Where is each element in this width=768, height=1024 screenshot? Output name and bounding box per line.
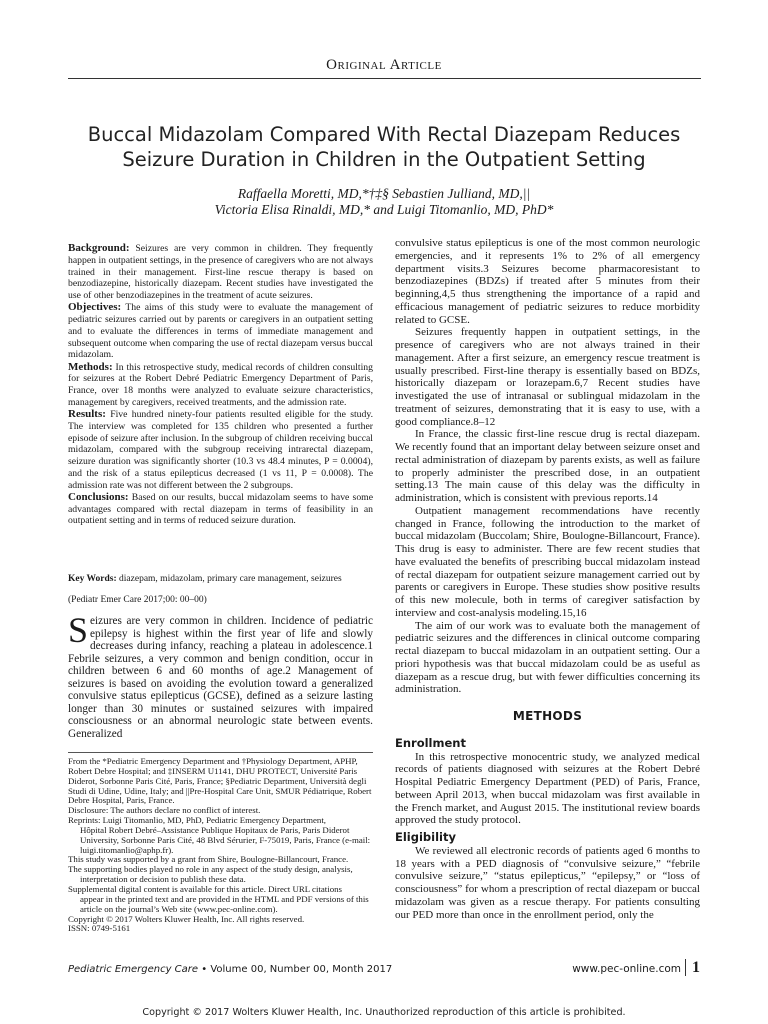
article-title: Buccal Midazolam Compared With Rectal Diazepam Reduces Seizure Duration in Children in the Outpatient Setting — [87, 123, 681, 171]
abstract-label: Objectives: — [68, 301, 122, 314]
enrollment-heading: Enrollment — [395, 735, 466, 750]
authors-line-1: Raffaella Moretti, MD,*†‡§ Sebastien Julliand, MD,|| — [237, 186, 531, 201]
authors-line-2: Victoria Elisa Rinaldi, MD,* and Luigi Titomanlio, MD, PhD* — [214, 202, 554, 217]
methods-heading: METHODS — [512, 709, 583, 723]
section-label: Original Article — [326, 57, 442, 73]
author-list — [60, 186, 708, 218]
paragraph: Outpatient management recommendations have recently changed in France, following the introduction to the market of buccal midazolam (Buccolam; Shire, Boulogne-Billancourt, France). This drug is easy to administer. There are few recent studies that have evaluated the benefits of prescribing buccal midazolam instead of rectal diazepam for outpatient seizure management carried out by parents or caregivers in Europe. These studies show positive results of this new molecule, both in terms of caregiver satisfaction by interview and cost-analysis modeling.15,16 — [395, 504, 700, 619]
paragraph: convulsive status epilepticus is one of the most common neurologic emergencies, and it represents 1% to 2% of all emergency department visits.3 Seizures become pharmacoresistant to benzodiazepines (BDZs) if treated after 5 minutes from their beginning,4,5 thus strengthening the importance of a rapid and efficacious management of pediatric seizures to reduce morbidity related to GCSE. — [395, 237, 700, 326]
abstract-label: Background: — [68, 242, 130, 254]
bullet: • — [201, 964, 208, 975]
abstract-label: Results: — [68, 408, 106, 420]
paragraph: Seizures frequently happen in outpatient settings, in the presence of caregivers who are not always trained in their management. After a first seizure, an emergency rescue treatment is usually prescribed. First-line therapy is essentially based on BDZs, historically diazepam or lorazepam.6,7 Recent studies have investigated the use of intranasal or sublingual midazolam in the treatment of seizures, demonstrating that it is easy to use, with a good compliance.8–12 — [395, 326, 700, 428]
abstract-background: Background: Seizures are very common in children. They frequently happen in outpatient settings, in the presence of caregivers who are not always trained in their management. First-line rescue therapy is based on benzodiazepine, historically diazepam. Recent studies have investigated the use of other benzodiazepines in the treatment of acute seizures. — [68, 242, 374, 301]
paragraph: In France, the classic first-line rescue drug is rectal diazepam. We recently found that an important delay between seizure onset and rectal administration of diazepam by parents exists, as well as failure to properly administer the prescribed dose, in an outpatient setting.13 The main cause of this delay was the difficulty in administration, which is consistent with previous reports.14 — [395, 428, 700, 504]
drop-cap: S — [68, 610, 89, 650]
paragraph: In this retrospective monocentric study, we analyzed medical records of patients diagnosed with seizures at the Robert Debré Hospital Pediatric Emergency Department (PED) of Paris, France, between April 2013, when buccal midazolam was first available in the French market, and August 2015. The institutional review boards approved the study protocol. — [395, 750, 700, 827]
abstract-methods: Methods: In this retrospective study, medical records of children consulting for seizures at the Robert Debré Pediatric Emergency Department of Paris, France, over 18 months were analyzed to evaluate seizure characteristics, management by caregivers, received treatments, and the admission rate. — [68, 360, 373, 408]
abstract — [68, 243, 373, 528]
paragraph: The aim of our work was to evaluate both the management of pediatric seizures and the differences in clinical outcome comparing rectal diazepam to buccal midazolam in an outpatient setting. Our a priori hypothesis was that buccal midazolam could be as useful as diazepam as a rescue drug, but with fewer difficulties concerning its administration. — [395, 619, 700, 696]
footer-right — [572, 959, 700, 977]
abstract-conclusions: Conclusions: Based on our results, buccal midazolam seems to have some advantages compared with rectal diazepam in terms of feasibility in an outpatient setting and in terms of reduced seizure duration. — [68, 490, 374, 527]
citation: (Pediatr Emer Care 2017;00: 00–00) — [68, 595, 207, 605]
website-link[interactable]: www.pec-online.com — [572, 963, 681, 975]
abstract-label: Conclusions: — [68, 490, 129, 503]
page-number: 1 — [685, 959, 700, 976]
paragraph: We reviewed all electronic records of patients aged 6 months to 18 years with a PED diagnosis of “convulsive seizure,” “febrile convulsive seizure,” “status epilepticus,” “epilepsy,” or “loss of consciousness” for whom a prescription of rectal diazepam or buccal midazolam was given as a rescue therapy. For patients consulting our PED more than once in the enrollment period, only the — [395, 844, 700, 921]
abstract-label: Methods: — [68, 360, 113, 373]
copyright-notice: Copyright © 2017 Wolters Kluwer Health, Inc. Unauthorized reproduction of this article is prohibited. — [142, 1007, 626, 1018]
introduction-text: Seizures are very common in children. Incidence of pediatric epilepsy is highest within the first year of life and slowly decreases during infancy, reaching a plateau in adolescence.1 Febrile seizures, a very common and benign condition, occur in children between 6 and 60 months of age.2 Management of seizures is based on avoiding the evolution toward a generalized convulsive status epilepticus (GCSE), defined as a seizure lasting longer than 30 minutes or sustained seizures with impaired consciousness or an abnormal neurologic state between events. Generalized — [68, 610, 373, 740]
abstract-results: Results: Five hundred ninety-four patients resulted eligible for the study. The interview was completed for 135 children who presented a further episode of seizure after inclusion. In the subgroup of children receiving buccal midazolam, compared with the subgroup receiving intrarectal diazepam, seizure duration was significantly shorter (10.3 vs 48.4 minutes, P = 0.0004), and the risk of a status epilepticus decreased (1 vs 11, P = 0.0008). The admission rate was not different between the 2 subgroups. — [68, 408, 373, 491]
right-column — [395, 237, 700, 921]
abstract-objectives: Objectives: The aims of this study were to evaluate the management of pediatric seizures carried out by parents or caregivers in an outpatient setting and to evaluate the differences in terms of immediate management and subsequent outcome when comparing the use of rectal diazepam versus buccal midazolam. — [68, 301, 373, 361]
eligibility-heading: Eligibility — [395, 830, 456, 844]
footnote-rule — [68, 752, 373, 753]
affiliations: From the *Pediatric Emergency Department and †Physiology Department, APHP, Robert Debre Hospital; and ‡INSERM U1141, DHU PROTECT, Université Paris Diderot, Sorbonne Paris Cité, Paris, France; §Pediatric Department, Università degli Studi di Udine, Udine, Italy; and ||Pre-Hospital Care Unit, SMUR Pédiatrique, Robert Debre Hospital, Paris, France. Disclosure: The authors declare no conflict of interest. Reprints: Luigi Titomanlio, MD, PhD, Pediatric Emergency Department, Hôpital Robert Debré–Assistance Publique Hopitaux de Paris, Paris Diderot University, Sorbonne Paris Cité, 48 Blvd Sérurier, F-75019, Paris, France (e-mail: luigi.titomanlio@aphp.fr). This study was supported by a grant from Shire, Boulogne-Billancourt, France. The supporting bodies played no role in any aspect of the study design, analysis, interpretation or decision to publish these data. Supplemental digital content is available for this article. Direct URL citations appear in the printed text and are provided in the HTML and PDF versions of this article on the journal’s Web site (www.pec-online.com). Copyright © 2017 Wolters Kluwer Health, Inc. All rights reserved. ISSN: 0749-5161 — [68, 756, 372, 934]
keywords: Key Words: diazepam, midazolam, primary care management, seizures — [68, 574, 342, 584]
header-rule — [68, 78, 701, 79]
footer-journal: Pediatric Emergency Care • Volume 00, Number 00, Month 2017 — [68, 964, 393, 975]
